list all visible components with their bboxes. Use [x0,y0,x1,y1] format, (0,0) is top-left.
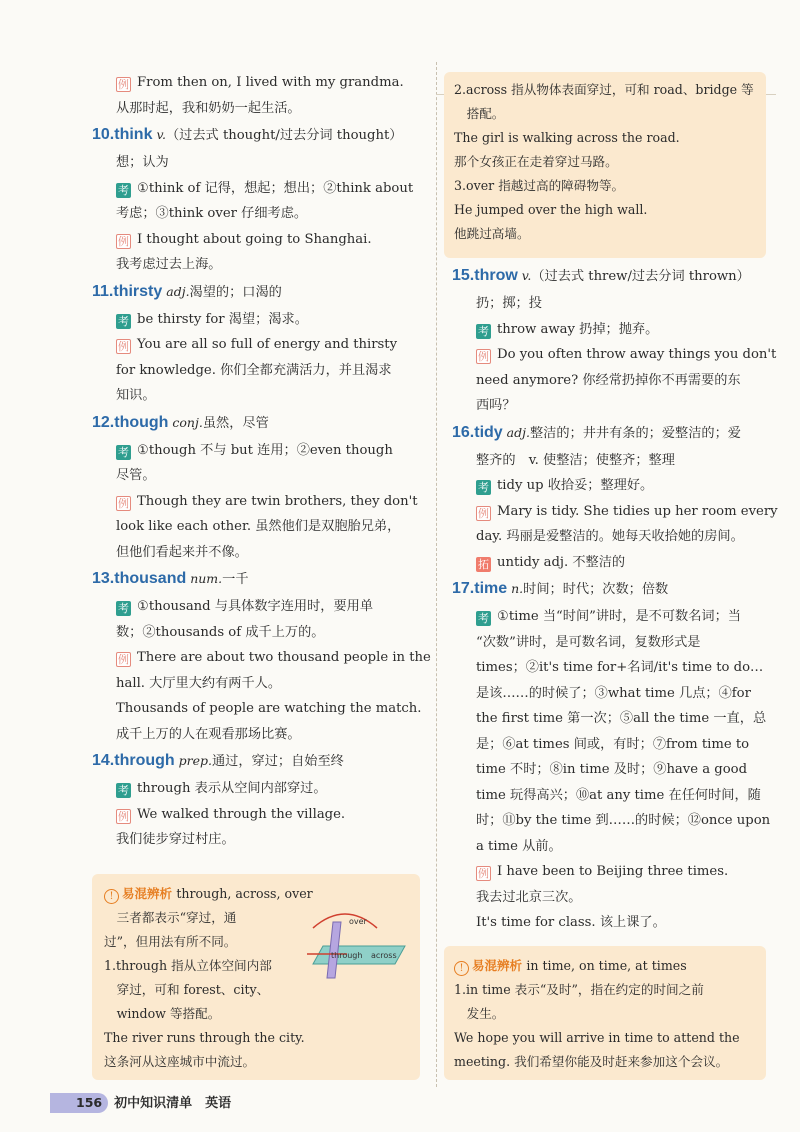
box-line: 他跳过高墙。 [454,226,530,241]
box-title: 易混辨析 [472,958,527,973]
line-text: tidy up 收拾妥；整理好。 [497,478,654,493]
line-text: time 玩得高兴；⑩at any time 在任何时间，随 [476,787,761,803]
part-of-speech: num. [186,571,223,586]
box-line: The girl is walking across the road. [454,130,680,145]
ex-line [100,332,426,358]
line-text: 西吗？ [476,398,516,413]
kao-line [100,594,426,620]
entry-headword [92,565,426,594]
confusion-box-in-time [444,946,766,1080]
text-line [460,655,770,681]
over-label: over [349,917,367,926]
line-text: a time 从前。 [476,838,562,854]
box-line: 3.over 指越过高的障碍物等。 [454,178,625,193]
ex-line [460,859,770,885]
kao-line [100,307,426,333]
kao-line [460,604,770,630]
text-line [460,368,770,394]
text-line [100,722,426,748]
line-text: Thousands of people are watching the match. [116,701,422,716]
part-of-speech: v. [517,268,532,283]
line-text: I thought about going to Shanghai. [137,231,372,247]
headword-definition: 整洁的；井井有条的；爱整洁的；爱 [529,425,741,441]
entry-headword [452,419,770,448]
text-line [100,383,426,409]
part-of-speech: n. [507,581,524,596]
text-line [100,201,426,227]
box-line: He jumped over the high wall. [454,202,648,217]
line-text: 我考虑过去上海。 [116,257,222,272]
text-line [460,783,770,809]
box-line: 1.through 指从立体空间内部 [104,958,272,973]
text-line [100,96,426,122]
headword-definition: 一千 [222,572,249,587]
text-line [460,808,770,834]
ex-line [100,802,426,828]
right-column [452,262,778,936]
text-line [100,252,426,278]
headword-definition: 时间；时代；次数；倍数 [523,582,669,597]
line-text: 从那时起，我和奶奶一起生活。 [116,100,301,116]
page-footer [50,1092,231,1112]
left-column [92,70,431,853]
box-line: meeting. 我们希望你能及时赶来参加这个会议。 [454,1054,729,1069]
line-text: “次数”讲时，是可数名词，复数形式是 [476,634,701,650]
ex-line [100,227,426,253]
line-text: untidy adj. 不整洁的 [497,554,626,570]
text-line [460,524,770,550]
line-text: throw away 扔掉；抛弃。 [497,321,659,337]
text-line [100,514,426,540]
line-text: 考虑；③think over 仔细考虑。 [116,206,308,221]
example-tag: 例 [118,809,129,823]
line-text: We walked through the village. [137,806,346,822]
text-line [100,358,426,384]
text-line [100,696,426,722]
line-text: 时；⑪by the time 到……的时候；⑫once upon [476,813,771,828]
entry-headword [92,121,426,150]
line-text: ①time 当“时间”讲时，是不可数名词；当 [497,609,741,624]
line-text: be thirsty for 渴望；渴求。 [137,311,308,327]
box-line: 过”，但用法有所不同。 [104,934,237,949]
line-text: 是；⑥at times 间或，有时；⑦from time to [476,736,750,752]
line-text: 成千上万的人在观看那场比赛。 [116,726,301,742]
line-text: ①though 不与 but 连用；②even though [137,442,393,458]
headword: 14.through [92,752,175,769]
extension-tag: 拓 [478,557,489,571]
line-text: I have been to Beijing three times. [497,864,729,879]
exam-point-tag: 考 [118,784,129,797]
box-line: 这条河从这座城市中流过。 [104,1054,256,1069]
line-text: 想；认为 [116,155,169,170]
box-line: 1.in time 表示“及时”，指在约定的时间之前 [454,982,704,997]
exam-point-tag: 考 [478,612,489,625]
ex-line [100,70,426,96]
text-line [460,757,770,783]
part-of-speech: v. [152,127,166,142]
line-text: through 表示从空间内部穿过。 [137,781,327,796]
kao-line [460,473,770,499]
exam-point-tag: 考 [118,183,129,197]
line-text: 但他们看起来并不像。 [116,544,248,560]
ex-line [100,645,431,671]
entry-headword [92,747,426,776]
headword-definition: 渴望的；口渴的 [189,284,282,300]
text-line [460,834,770,860]
text-line [460,885,770,911]
headword: 10.think [92,126,153,143]
example-tag: 例 [118,78,129,91]
headword-definition: （过去式 thought/过去分词 thought） [166,128,403,143]
ex-line [460,499,778,525]
ex-line [100,489,426,515]
box-line: We hope you will arrive in time to attend the [454,1030,740,1045]
box-title-line [104,882,410,906]
entry-headword [92,278,426,307]
box-title-line [454,954,756,978]
text-line [460,448,770,474]
box-line: window 等搭配。 [104,1006,221,1021]
confusion-box-continued [444,72,766,258]
tuo-line [460,550,770,576]
headword: 17.time [452,580,508,597]
through-label: through [331,951,363,960]
example-tag: 例 [118,234,129,248]
through-across-over-diagram [305,906,410,986]
box-line: 2.across 指从物体表面穿过，可和 road、bridge 等 [454,82,754,97]
line-text: need anymore? 你经常扔掉你不再需要的东 [476,372,741,388]
line-text: for knowledge. 你们全都充满活力，并且渴求 [116,362,392,378]
example-tag: 例 [478,867,489,880]
line-text: 我们徒步穿过村庄。 [116,832,235,847]
headword-definition: （过去式 threw/过去分词 thrown） [531,269,750,284]
kao-line [100,776,426,802]
line-text: look like each other. 虽然他们是双胞胎兄弟， [116,519,401,534]
line-text: From then on, I lived with my grandma. [137,75,404,90]
line-text: Do you often throw away things you don't [497,347,777,362]
line-text: 是该……的时候了；③what time 几点；④for [476,685,751,701]
kao-line [460,317,770,343]
line-text: 整齐的 v. 使整洁；使整齐；整理 [476,452,675,468]
exam-point-tag: 考 [118,602,129,615]
line-text: Mary is tidy. She tidies up her room every [497,503,778,519]
kao-line [100,176,426,202]
text-line [460,393,770,419]
box-line: 穿过，可和 forest、city、 [104,982,270,997]
box-line: The river runs through the city. [104,1030,305,1045]
line-text: hall. 大厅里大约有两千人。 [116,675,282,691]
box-title: 易混辨析 [122,886,177,901]
text-line [100,540,426,566]
text-line [460,291,770,317]
text-line [100,671,426,697]
entry-headword [92,409,426,438]
headword: 16.tidy [452,423,503,441]
across-label: across [371,951,397,960]
exam-point-tag: 考 [478,324,489,338]
box-title-words: through, across, over [176,886,313,901]
line-text: It's time for class. 该上课了。 [476,915,666,930]
column-divider [436,62,437,1087]
text-line [100,827,426,853]
part-of-speech: adj. [162,283,190,299]
text-line [460,732,770,758]
text-line [100,620,426,646]
box-line: 搭配。 [454,106,505,121]
warning-icon: ! [104,889,119,904]
headword: 13.thousand [92,570,187,587]
line-text: times；②it's time for+名词/it's time to do… [476,660,764,675]
text-line [460,910,770,936]
book-title: 初中知识清单 英语 [114,1096,232,1111]
line-text: 扔；掷；投 [476,296,542,311]
ex-line [460,342,777,368]
line-text: ①think of 记得，想起；想出；②think about [137,180,414,196]
exam-point-tag: 考 [118,314,129,328]
part-of-speech: prep. [174,753,212,768]
page-number: 156 [50,1093,108,1113]
headword: 12.though [92,413,169,431]
headword: 11.thirsty [92,282,163,300]
box-line: 三者都表示“穿过，通 [104,910,237,925]
line-text: You are all so full of energy and thirsty [137,337,398,352]
text-line [100,150,426,176]
example-tag: 例 [478,506,489,520]
line-text: 数；②thousands of 成千上万的。 [116,624,325,640]
example-tag: 例 [118,496,129,510]
entry-headword [452,575,770,604]
headword: 15.throw [452,267,518,284]
part-of-speech: conj. [168,414,203,430]
line-text: ①thousand 与具体数字连用时，要用单 [137,599,374,614]
part-of-speech: adj. [502,424,530,440]
line-text: the first time 第一次；⑤all the time 一直，总 [476,711,767,726]
example-tag: 例 [478,350,489,363]
box-line: 那个女孩正在走着穿过马路。 [454,154,618,169]
warning-icon: ! [454,961,469,976]
box-line: 发生。 [454,1006,505,1021]
line-text: 知识。 [116,388,156,403]
headword-definition: 通过，穿过；自始至终 [212,754,344,769]
line-text: 尽管。 [116,468,156,483]
exam-point-tag: 考 [478,481,489,494]
line-text: There are about two thousand people in the [137,650,431,665]
line-text: time 不时；⑧in time 及时；⑨have a good [476,762,748,777]
line-text: day. 玛丽是爱整洁的。她每天收拾她的房间。 [476,529,744,544]
headword-definition: 虽然，尽管 [202,415,269,431]
text-line [460,706,770,732]
line-text: Though they are twin brothers, they don't [137,493,418,509]
kao-line [100,438,426,464]
text-line [460,630,770,656]
example-tag: 例 [118,340,129,353]
exam-point-tag: 考 [118,445,129,459]
example-tag: 例 [118,653,129,666]
line-text: 我去过北京三次。 [476,889,582,905]
box-title-words: in time, on time, at times [526,958,687,973]
text-line [100,463,426,489]
text-line [460,681,770,707]
entry-headword [452,262,770,291]
